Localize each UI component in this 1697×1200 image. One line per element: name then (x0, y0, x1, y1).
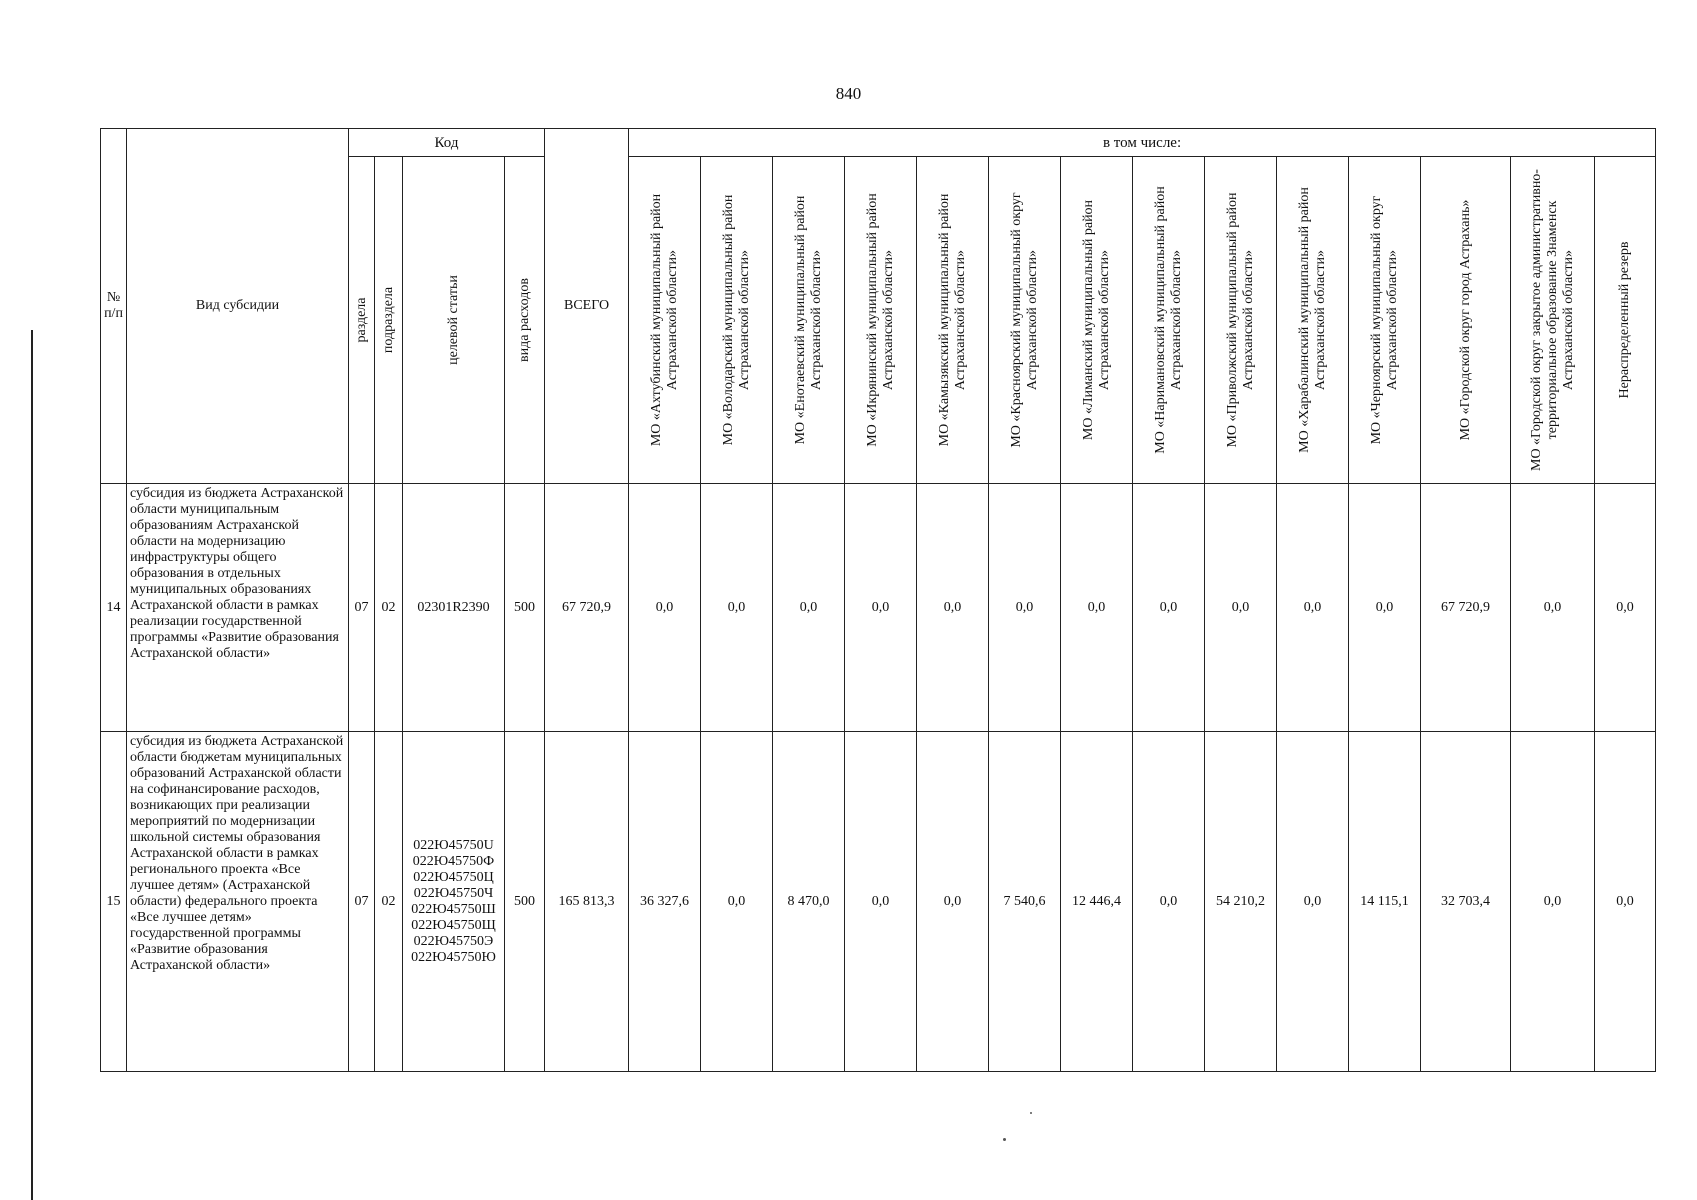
row-value: 36 327,6 (629, 732, 701, 1072)
scan-speck (1003, 1138, 1006, 1141)
target-code: 022Ю45750Э (413, 933, 494, 949)
scan-margin-line (31, 330, 33, 1200)
row-value: 0,0 (1349, 484, 1421, 732)
scan-speck (1030, 1112, 1032, 1114)
target-code: 022Ю45750U (413, 837, 494, 853)
header-subsidy-type: Вид субсидии (127, 129, 349, 484)
header-code-target: целевой статьи (403, 157, 505, 484)
table-row (101, 732, 1656, 1072)
header-total: ВСЕГО (545, 129, 629, 484)
header-municipality: МО «Черноярский муниципальный округ Астраханской области» (1349, 157, 1421, 484)
row-value: 0,0 (1133, 484, 1205, 732)
row-razdel: 07 (349, 732, 375, 1072)
header-municipality: МО «Икрянинский муниципальный район Астраханской области» (845, 157, 917, 484)
header-number: № п/п (101, 129, 127, 484)
row-value: 0,0 (1511, 484, 1595, 732)
row-value: 54 210,2 (1205, 732, 1277, 1072)
row-value: 0,0 (1061, 484, 1133, 732)
row-podrazdel: 02 (375, 484, 403, 732)
row-value: 0,0 (989, 484, 1061, 732)
row-number: 15 (101, 732, 127, 1072)
target-code: 022Ю45750Ф (412, 853, 495, 869)
header-municipality: МО «Приволжский муниципальный район Астраханской области» (1205, 157, 1277, 484)
row-value: 0,0 (917, 732, 989, 1072)
row-value: 0,0 (1277, 484, 1349, 732)
row-total: 67 720,9 (545, 484, 629, 732)
row-value: 8 470,0 (773, 732, 845, 1072)
header-municipality: МО «Городской округ закрытое административно-территориальное образование Знаменск Астраханской области» (1511, 157, 1595, 484)
subsidy-table (100, 128, 1656, 1072)
row-value: 0,0 (701, 484, 773, 732)
row-value: 0,0 (773, 484, 845, 732)
header-municipality: МО «Володарский муниципальный район Астраханской области» (701, 157, 773, 484)
table-row (101, 484, 1656, 732)
header-municipality: МО «Харабалинский муниципальный район Астраханской области» (1277, 157, 1349, 484)
header-code-podrazdel: подраздела (375, 157, 403, 484)
row-target-codes (403, 732, 505, 1072)
row-value: 0,0 (1595, 732, 1656, 1072)
row-value: 0,0 (1595, 484, 1656, 732)
row-value: 7 540,6 (989, 732, 1061, 1072)
row-value: 67 720,9 (1421, 484, 1511, 732)
header-including: в том числе: (629, 129, 1656, 157)
header-municipality: МО «Городской округ город Астрахань» (1421, 157, 1511, 484)
row-description: субсидия из бюджета Астраханской области бюджетам муниципальных образований Астраханской области на софинансирование расходов, возникающих при реализации мероприятий по модернизации школьной системы образования Астраханской области в рамках регионального проекта «Все лучшее детям» (Астраханской области) федерального проекта «Все лучшее детям» государственной программы «Развитие образования Астраханской области» (127, 732, 349, 1072)
row-value: 0,0 (917, 484, 989, 732)
row-value: 14 115,1 (1349, 732, 1421, 1072)
row-value: 0,0 (701, 732, 773, 1072)
row-vid: 500 (505, 484, 545, 732)
row-value: 0,0 (845, 732, 917, 1072)
header-municipality: МО «Енотаевский муниципальный район Астраханской области» (773, 157, 845, 484)
row-number: 14 (101, 484, 127, 732)
row-value: 0,0 (1511, 732, 1595, 1072)
row-value: 0,0 (1133, 732, 1205, 1072)
target-code: 022Ю45750Ч (413, 885, 494, 901)
header-municipality: МО «Лиманский муниципальный район Астраханской области» (1061, 157, 1133, 484)
row-podrazdel: 02 (375, 732, 403, 1072)
header-code-vid: вида расходов (505, 157, 545, 484)
row-target-code: 02301R2390 (403, 484, 505, 732)
target-code: 022Ю45750Ю (411, 949, 496, 965)
header-municipality: МО «Красноярский муниципальный округ Астраханской области» (989, 157, 1061, 484)
row-razdel: 07 (349, 484, 375, 732)
row-value: 12 446,4 (1061, 732, 1133, 1072)
target-code: 022Ю45750Ш (411, 901, 496, 917)
target-code: 022Ю45750Ц (413, 869, 494, 885)
row-value: 0,0 (845, 484, 917, 732)
row-description: субсидия из бюджета Астраханской области муниципальным образованиям Астраханской области на модернизацию инфраструктуры общего образования в отдельных муниципальных образованиях Астраханской области в рамках реализации государственной программы «Развитие образования Астраханской области» (127, 484, 349, 732)
row-value: 0,0 (1277, 732, 1349, 1072)
header-reserve: Нераспределенный резерв (1595, 157, 1656, 484)
row-value: 0,0 (629, 484, 701, 732)
row-vid: 500 (505, 732, 545, 1072)
header-municipality: МО «Ахтубинский муниципальный район Астраханской области» (629, 157, 701, 484)
row-total: 165 813,3 (545, 732, 629, 1072)
page-number: 840 (835, 84, 862, 103)
header-municipality: МО «Камызякский муниципальный район Астраханской области» (917, 157, 989, 484)
target-code: 022Ю45750Щ (411, 917, 496, 933)
header-municipality: МО «Наримановский муниципальный район Астраханской области» (1133, 157, 1205, 484)
header-code-razdel: раздела (349, 157, 375, 484)
header-code: Код (349, 129, 545, 157)
row-value: 0,0 (1205, 484, 1277, 732)
row-value: 32 703,4 (1421, 732, 1511, 1072)
